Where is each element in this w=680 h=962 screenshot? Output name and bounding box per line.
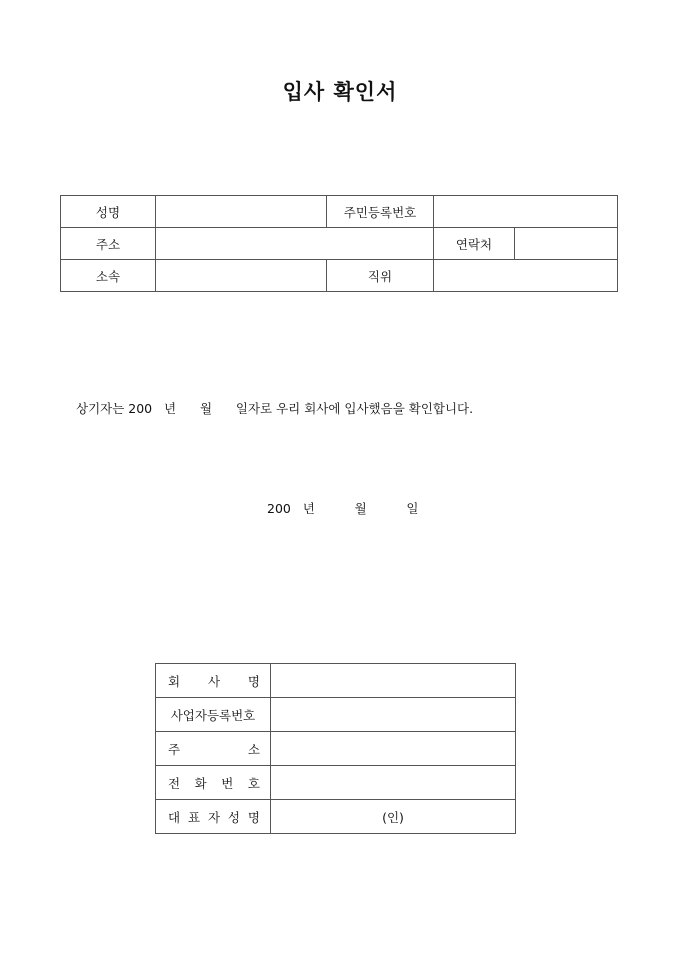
- business-reg-label: 사업자등록번호: [156, 698, 271, 732]
- address-value[interactable]: [156, 228, 434, 260]
- label-char: 번: [221, 775, 234, 791]
- label-char: 회: [168, 673, 181, 689]
- position-label: 직위: [327, 260, 434, 292]
- label-char: 표: [187, 809, 201, 825]
- rrn-label: 주민등록번호: [327, 196, 434, 228]
- table-row: [61, 228, 618, 260]
- label-char: 화: [194, 775, 207, 791]
- label-char: 전: [168, 775, 181, 791]
- representative-label: [156, 800, 271, 834]
- business-reg-value[interactable]: [271, 698, 516, 732]
- issue-date: 200 년 월 일: [267, 501, 419, 516]
- label-char: 대: [168, 809, 181, 825]
- label-char: 자: [207, 809, 221, 825]
- company-address-value[interactable]: [271, 732, 516, 766]
- address-label: 주소: [61, 228, 156, 260]
- table-row: [61, 196, 618, 228]
- confirmation-statement: 상기자는 200 년 월 일자로 우리 회사에 입사했음을 확인합니다.: [76, 401, 474, 416]
- label-char: 소: [247, 741, 260, 757]
- contact-value[interactable]: [515, 228, 618, 260]
- company-name-label: [156, 664, 271, 698]
- company-name-value[interactable]: [271, 664, 516, 698]
- table-row: [156, 698, 516, 732]
- contact-label: 연락처: [434, 228, 515, 260]
- label-char: 주: [168, 741, 181, 757]
- seal-mark: (인): [382, 809, 404, 825]
- label-char: 성: [227, 809, 240, 825]
- representative-value[interactable]: [271, 800, 516, 834]
- affiliation-label: 소속: [61, 260, 156, 292]
- affiliation-value[interactable]: [156, 260, 327, 292]
- rrn-value[interactable]: [434, 196, 618, 228]
- phone-label: [156, 766, 271, 800]
- company-address-label: [156, 732, 271, 766]
- position-value[interactable]: [434, 260, 618, 292]
- name-label: 성명: [61, 196, 156, 228]
- name-value[interactable]: [156, 196, 327, 228]
- table-row: [156, 732, 516, 766]
- table-row: [156, 766, 516, 800]
- label-char: 명: [247, 673, 260, 689]
- table-row: [156, 664, 516, 698]
- table-row: [61, 260, 618, 292]
- label-char: 명: [247, 809, 260, 825]
- table-row: [156, 800, 516, 834]
- label-char: 호: [247, 775, 260, 791]
- document-title: 입사 확인서: [282, 80, 398, 104]
- phone-value[interactable]: [271, 766, 516, 800]
- employee-info-table: [60, 195, 618, 292]
- label-char: 사: [207, 673, 221, 689]
- company-info-table: [155, 663, 516, 834]
